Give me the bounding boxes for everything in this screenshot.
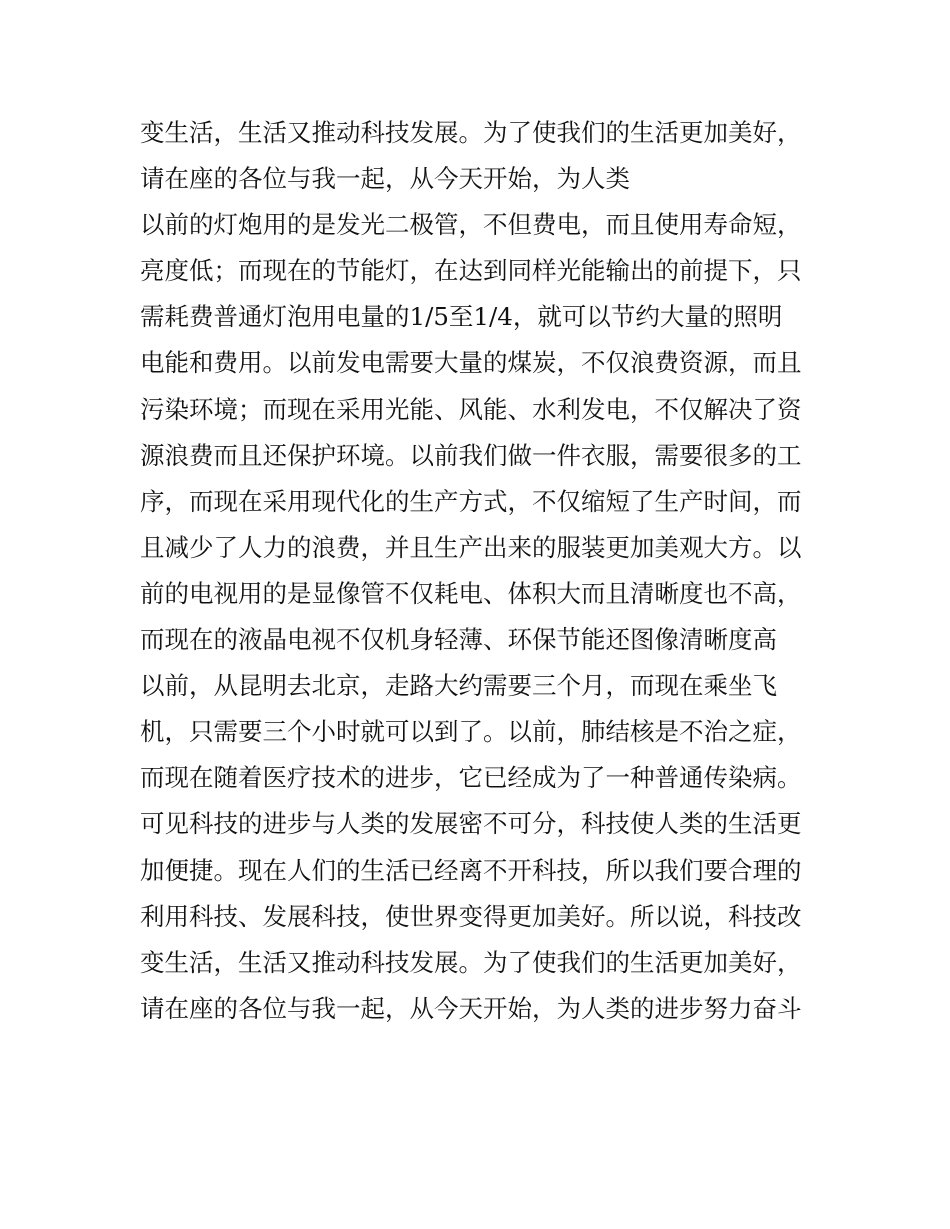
text-line: 电能和费用。以前发电需要大量的煤炭，不仅浪费资源，而且 bbox=[140, 348, 802, 378]
text-line: 前的电视用的是显像管不仅耗电、体积大而且清晰度也不高， bbox=[140, 578, 802, 608]
body-text bbox=[140, 110, 830, 1032]
text-line: 亮度低；而现在的节能灯，在达到同样光能输出的前提下，只 bbox=[140, 256, 802, 286]
text-line: 源浪费而且还保护环境。以前我们做一件衣服，需要很多的工 bbox=[140, 440, 802, 470]
text-line: 序，而现在采用现代化的生产方式，不仅缩短了生产时间，而 bbox=[140, 486, 802, 516]
text-line: 而现在的液晶电视不仅机身轻薄、环保节能还图像清晰度高 bbox=[140, 625, 777, 655]
text-line: 请在座的各位与我一起，从今天开始，为人类 bbox=[140, 164, 630, 194]
text-line: 污染环境；而现在采用光能、风能、水利发电，不仅解决了资 bbox=[140, 394, 802, 424]
text-line: 变生活，生活又推动科技发展。为了使我们的生活更加美好， bbox=[140, 118, 802, 147]
text-line: 可见科技的进步与人类的发展密不可分，科技使人类的生活更 bbox=[140, 809, 802, 839]
text-line: 以前的灯炮用的是发光二极管，不但费电，而且使用寿命短， bbox=[140, 210, 802, 240]
text-line: 变生活，生活又推动科技发展。为了使我们的生活更加美好， bbox=[140, 947, 802, 977]
text-line: 需耗费普通灯泡用电量的1/5至1/4，就可以节约大量的照明 bbox=[140, 302, 783, 332]
text-line: 机，只需要三个小时就可以到了。以前，肺结核是不治之症， bbox=[140, 717, 802, 747]
text-line: 以前，从昆明去北京，走路大约需要三个月，而现在乘坐飞 bbox=[140, 671, 777, 701]
text-line: 请在座的各位与我一起，从今天开始，为人类的进步努力奋斗 bbox=[140, 993, 802, 1023]
text-line: 且减少了人力的浪费，并且生产出来的服装更加美观大方。以 bbox=[140, 532, 802, 562]
text-line: 而现在随着医疗技术的进步，它已经成为了一种普通传染病。 bbox=[140, 763, 802, 793]
text-line: 加便捷。现在人们的生活已经离不开科技，所以我们要合理的 bbox=[140, 855, 802, 885]
text-line: 利用科技、发展科技，使世界变得更加美好。所以说，科技改 bbox=[140, 901, 802, 931]
